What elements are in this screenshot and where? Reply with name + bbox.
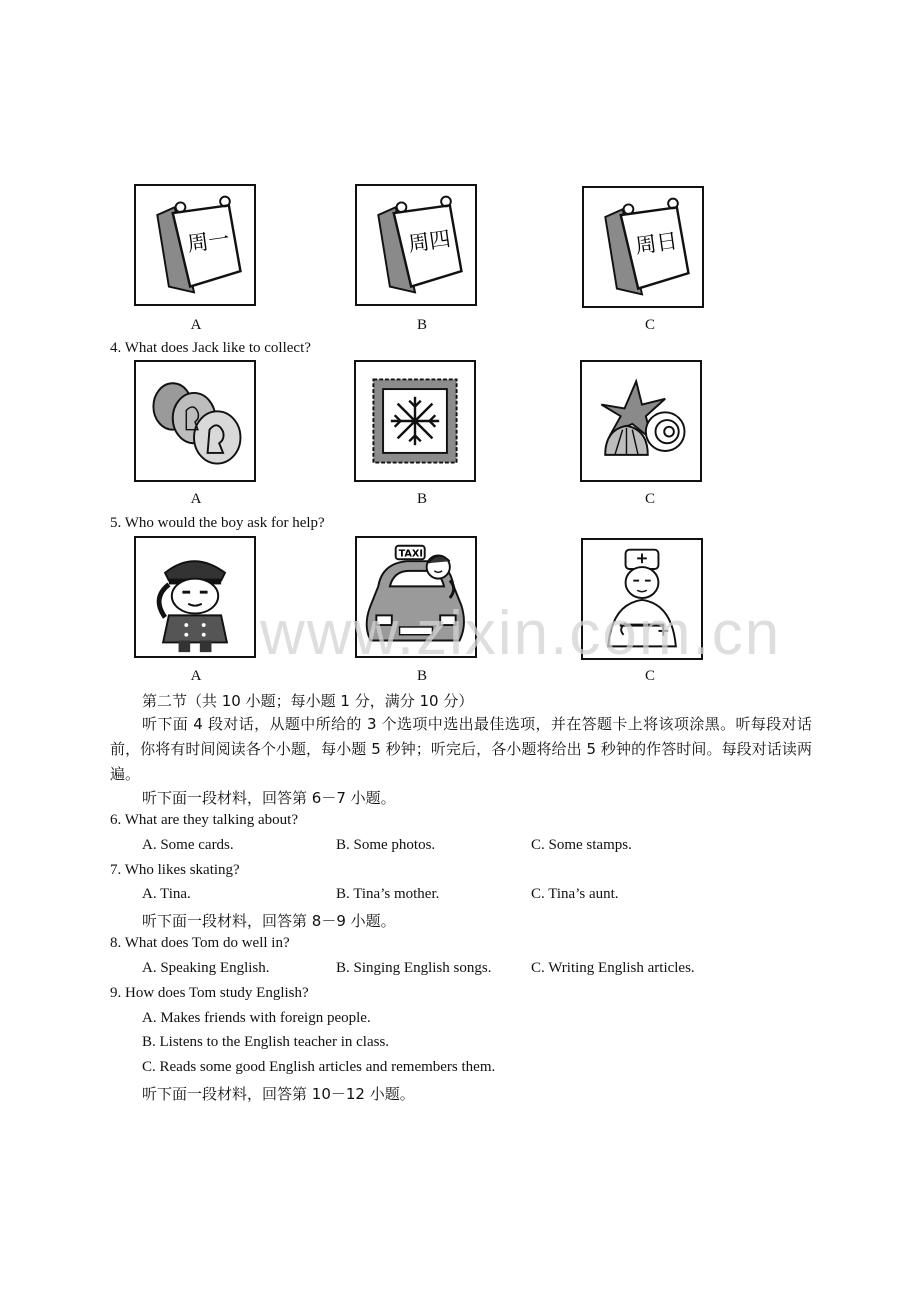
option-label: C: [644, 668, 655, 684]
calendar-icon: [584, 188, 702, 306]
part-intro: 听下面一段材料，回答第 10－12 小题。: [142, 1085, 415, 1103]
coins-image: [134, 360, 256, 482]
watermark: www.zixin.com.cn: [260, 599, 782, 668]
question-8-option-b: B. Singing English songs.: [336, 960, 492, 976]
stamp-image: [354, 360, 476, 482]
question-8: 8. What does Tom do well in?: [110, 935, 290, 951]
seashells-icon: [582, 362, 700, 480]
question-7-option-a: A. Tina.: [142, 886, 191, 902]
part-intro: 听下面一段材料，回答第 6－7 小题。: [142, 789, 396, 807]
part-intro: 听下面一段材料，回答第 8－9 小题。: [142, 912, 396, 930]
calendar-text: 周一: [185, 226, 232, 258]
question-6-option-c: C. Some stamps.: [531, 837, 632, 853]
policeman-image: [134, 536, 256, 658]
calendar-text: 周四: [406, 226, 453, 258]
question-6: 6. What are they talking about?: [110, 812, 298, 828]
option-label: B: [416, 491, 427, 507]
calendar-text: 周日: [633, 228, 680, 260]
shells-image: [580, 360, 702, 482]
calendar-icon: [136, 186, 254, 304]
question-6-option-b: B. Some photos.: [336, 837, 436, 853]
taxi-sign-text: TAXI: [398, 548, 423, 560]
question-5: 5. Who would the boy ask for help?: [110, 515, 325, 531]
calendar-sunday-image: [582, 186, 704, 308]
option-label: A: [190, 317, 202, 333]
option-label: B: [416, 317, 427, 333]
option-label: C: [644, 491, 655, 507]
question-4: 4. What does Jack like to collect?: [110, 340, 311, 356]
question-8-option-c: C. Writing English articles.: [531, 960, 695, 976]
question-9-option-b: B. Listens to the English teacher in class.: [142, 1034, 390, 1050]
section-heading: 第二节（共 10 小题；每小题 1 分，满分 10 分）: [142, 692, 474, 710]
option-label: B: [416, 668, 427, 684]
question-6-option-a: A. Some cards.: [142, 837, 234, 853]
policeman-icon: [136, 538, 254, 656]
question-7-option-c: C. Tina’s aunt.: [531, 886, 619, 902]
calendar-monday-image: [134, 184, 256, 306]
calendar-icon: [357, 186, 475, 304]
coins-icon: [136, 362, 254, 480]
question-8-option-a: A. Speaking English.: [142, 960, 270, 976]
calendar-thursday-image: [355, 184, 477, 306]
question-9: 9. How does Tom study English?: [110, 985, 309, 1001]
stamp-icon: [356, 362, 474, 480]
question-7: 7. Who likes skating?: [110, 862, 240, 878]
question-7-option-b: B. Tina’s mother.: [336, 886, 440, 902]
question-9-option-c: C. Reads some good English articles and remembers them.: [142, 1059, 496, 1075]
option-label: C: [644, 317, 655, 333]
section-instructions: 听下面 4 段对话，从题中所给的 3 个选项中选出最佳选项，并在答题卡上将该项涂黑。听每段对话前，你将有时间阅读各个小题，每小题 5 秒钟；听完后，各小题将给出 5 秒钟的作答时间。每段对话读两遍。: [110, 715, 812, 783]
question-9-option-a: A. Makes friends with foreign people.: [142, 1010, 371, 1026]
option-label: A: [190, 491, 202, 507]
option-label: A: [190, 668, 202, 684]
